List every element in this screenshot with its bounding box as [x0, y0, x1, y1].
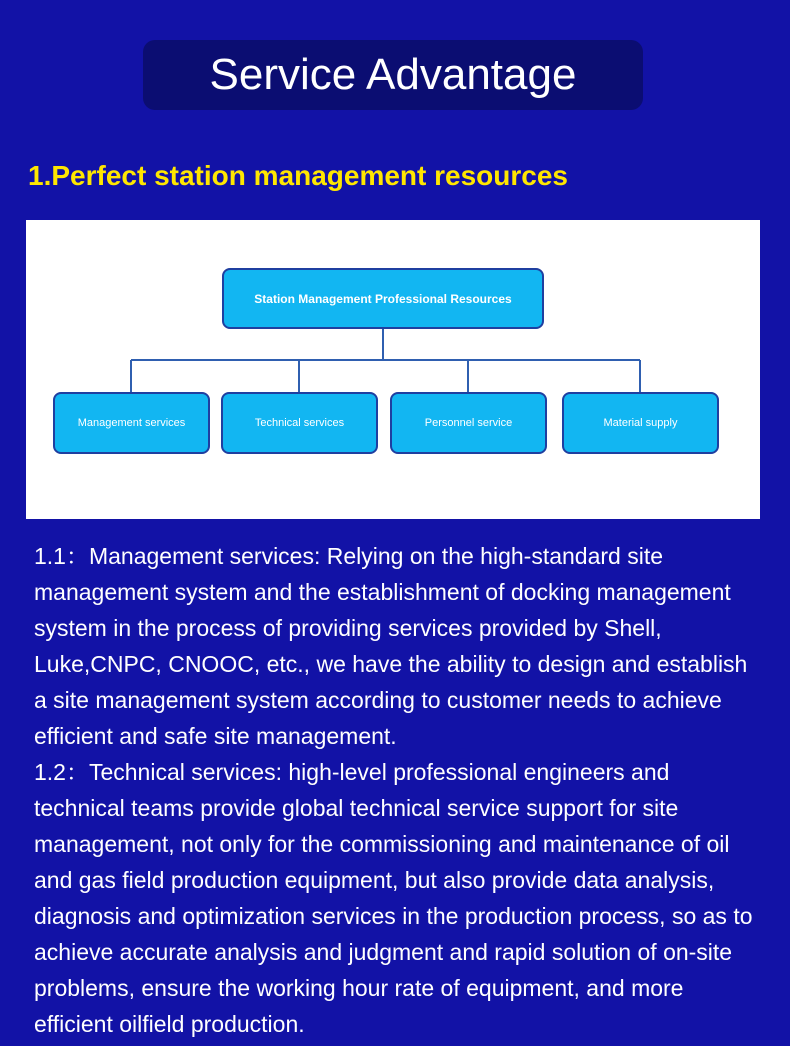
section-heading: 1.Perfect station management resources — [28, 160, 568, 191]
service-description — [34, 538, 762, 1042]
org-node-material-supply: Material supply — [562, 392, 719, 454]
org-node-technical-services: Technical services — [221, 392, 378, 454]
page-title: Service Advantage — [209, 50, 577, 99]
org-root-node: Station Management Professional Resources — [222, 268, 544, 329]
org-node-management-services: Management services — [53, 392, 210, 454]
org-node-personnel-service: Personnel service — [390, 392, 547, 454]
paragraph-technical-services: 1.2：Technical services: high-level professional engineers and technical teams provide global technical service support for site management, not only for the commissioning and maintenance of oil and gas field production equipment, but also provide data analysis, diagnosis and optimization services in the production process, so as to achieve accurate analysis and judgment and rapid solution of on-site problems, ensure the working hour rate of equipment, and more efficient oilfield production. — [34, 759, 753, 1037]
title-banner — [143, 40, 643, 110]
org-chart-panel — [26, 220, 760, 519]
org-chart-connectors — [26, 220, 760, 519]
paragraph-management-services: 1.1：Management services: Relying on the high-standard site management system and the establishment of docking management system in the process of providing services provided by Shell, Luke,CNPC, CNOOC, etc., we have the ability to design and establish a site management system according to customer needs to achieve efficient and safe site management. — [34, 543, 748, 749]
